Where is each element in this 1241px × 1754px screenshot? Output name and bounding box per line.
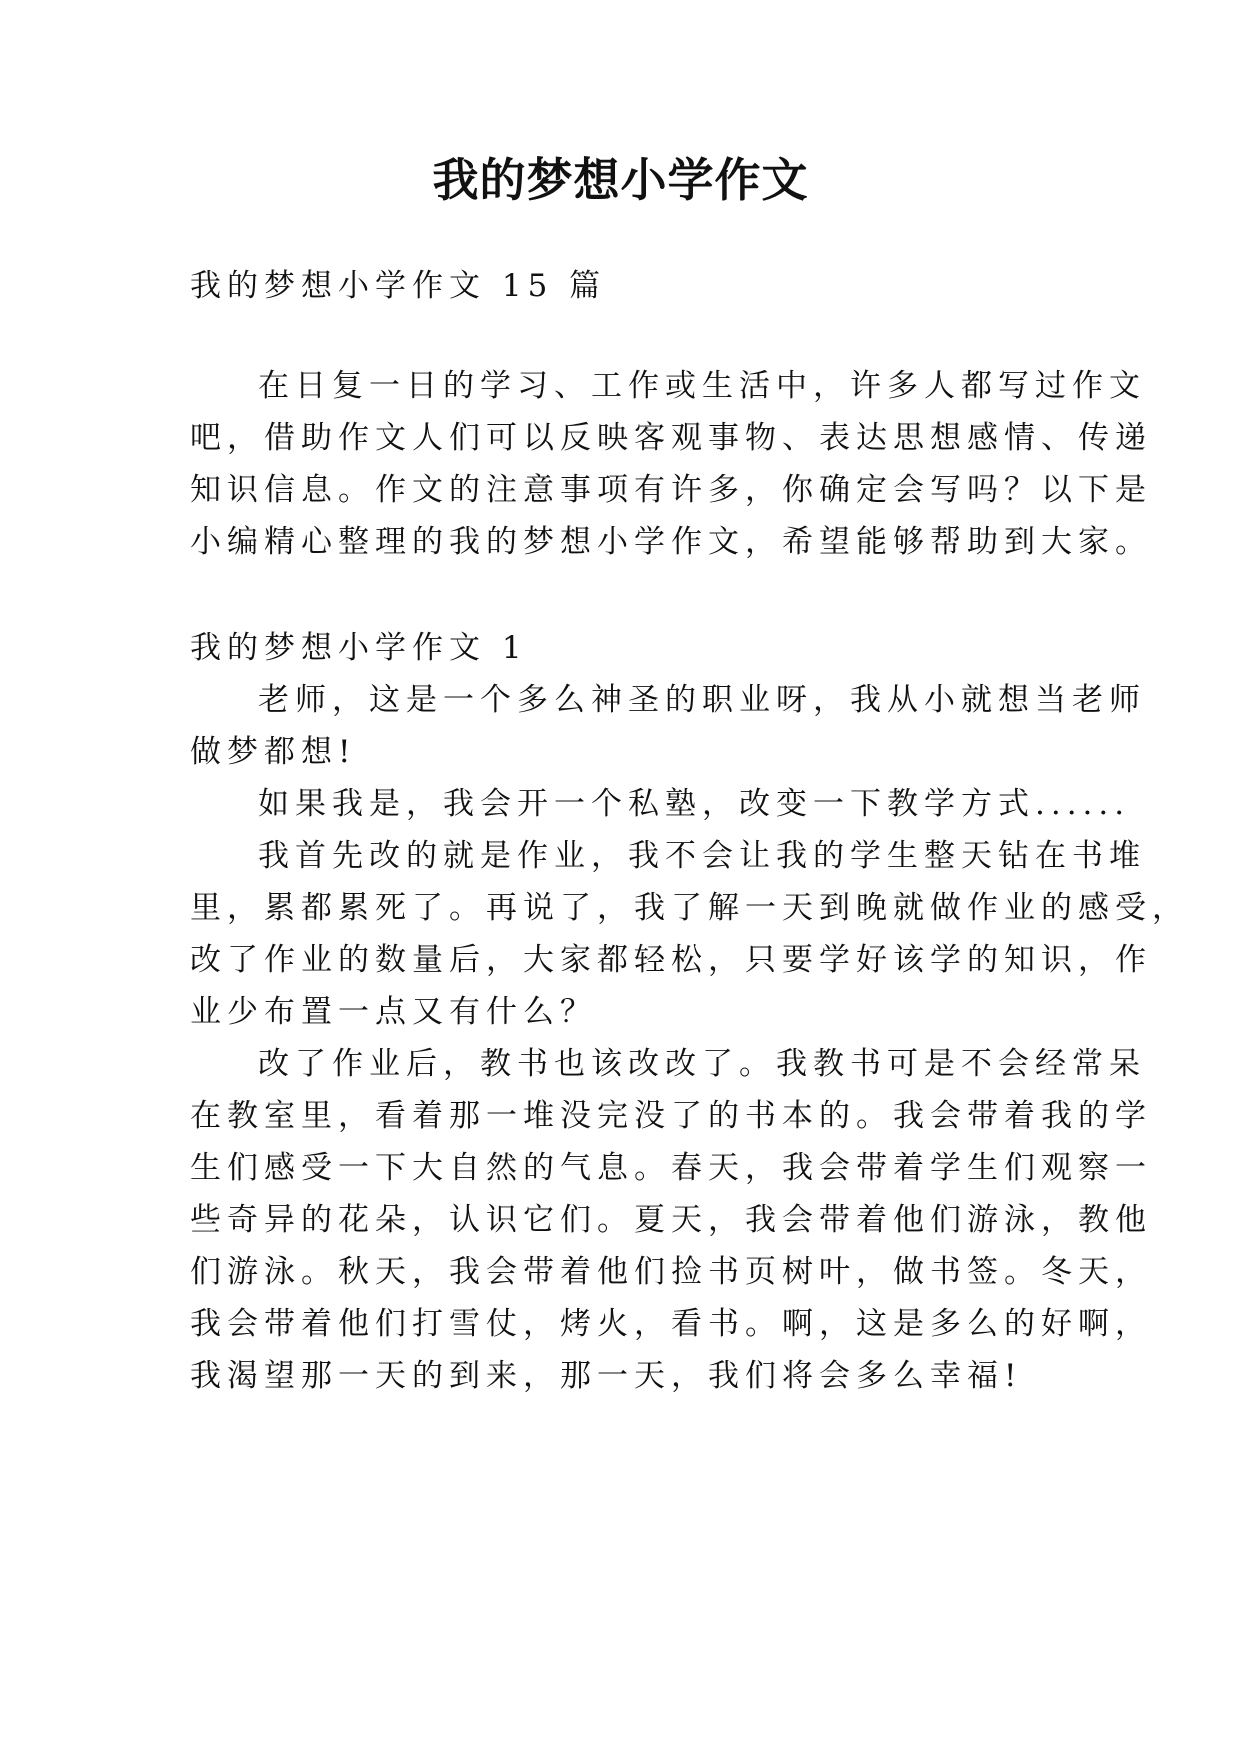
body-line: 老师，这是一个多么神圣的职业呀，我从小就想当老师 (258, 682, 1146, 718)
body-line: 些奇异的花朵，认识它们。夏天，我会带着他们游泳，教他 (190, 1202, 1152, 1238)
body-line: 我渴望那一天的到来，那一天，我们将会多么幸福! (190, 1358, 1023, 1394)
document-subtitle: 我的梦想小学作文 15 篇 (190, 268, 607, 304)
body-line: 我首先改的就是作业，我不会让我的学生整天钻在书堆 (258, 838, 1146, 874)
body-line: 生们感受一下大自然的气息。春天，我会带着学生们观察一 (190, 1150, 1152, 1186)
body-line: 改了作业的数量后，大家都轻松，只要学好该学的知识，作 (190, 942, 1152, 978)
body-line: 我会带着他们打雪仗，烤火，看书。啊，这是多么的好啊， (190, 1306, 1152, 1342)
body-line: 里，累都累死了。再说了，我了解一天到晚就做作业的感受， (190, 890, 1189, 926)
body-line: 在教室里，看着那一堆没完没了的书本的。我会带着我的学 (190, 1098, 1152, 1134)
body-line: 们游泳。秋天，我会带着他们捡书页树叶，做书签。冬天， (190, 1254, 1152, 1290)
section-heading: 我的梦想小学作文 1 (190, 630, 528, 666)
body-line: 做梦都想! (190, 734, 357, 770)
intro-line: 吧，借助作文人们可以反映客观事物、表达思想感情、传递 (190, 420, 1152, 456)
body-line: 业少布置一点又有什么？ (190, 994, 597, 1030)
body-line: 改了作业后，教书也该改改了。我教书可是不会经常呆 (258, 1046, 1146, 1082)
body-line: 如果我是，我会开一个私塾，改变一下教学方式...... (258, 786, 1131, 822)
intro-line: 在日复一日的学习、工作或生活中，许多人都写过作文 (258, 368, 1146, 404)
document-title: 我的梦想小学作文 (432, 153, 809, 207)
intro-line: 小编精心整理的我的梦想小学作文，希望能够帮助到大家。 (190, 524, 1152, 560)
intro-line: 知识信息。作文的注意事项有许多，你确定会写吗？以下是 (190, 472, 1152, 508)
